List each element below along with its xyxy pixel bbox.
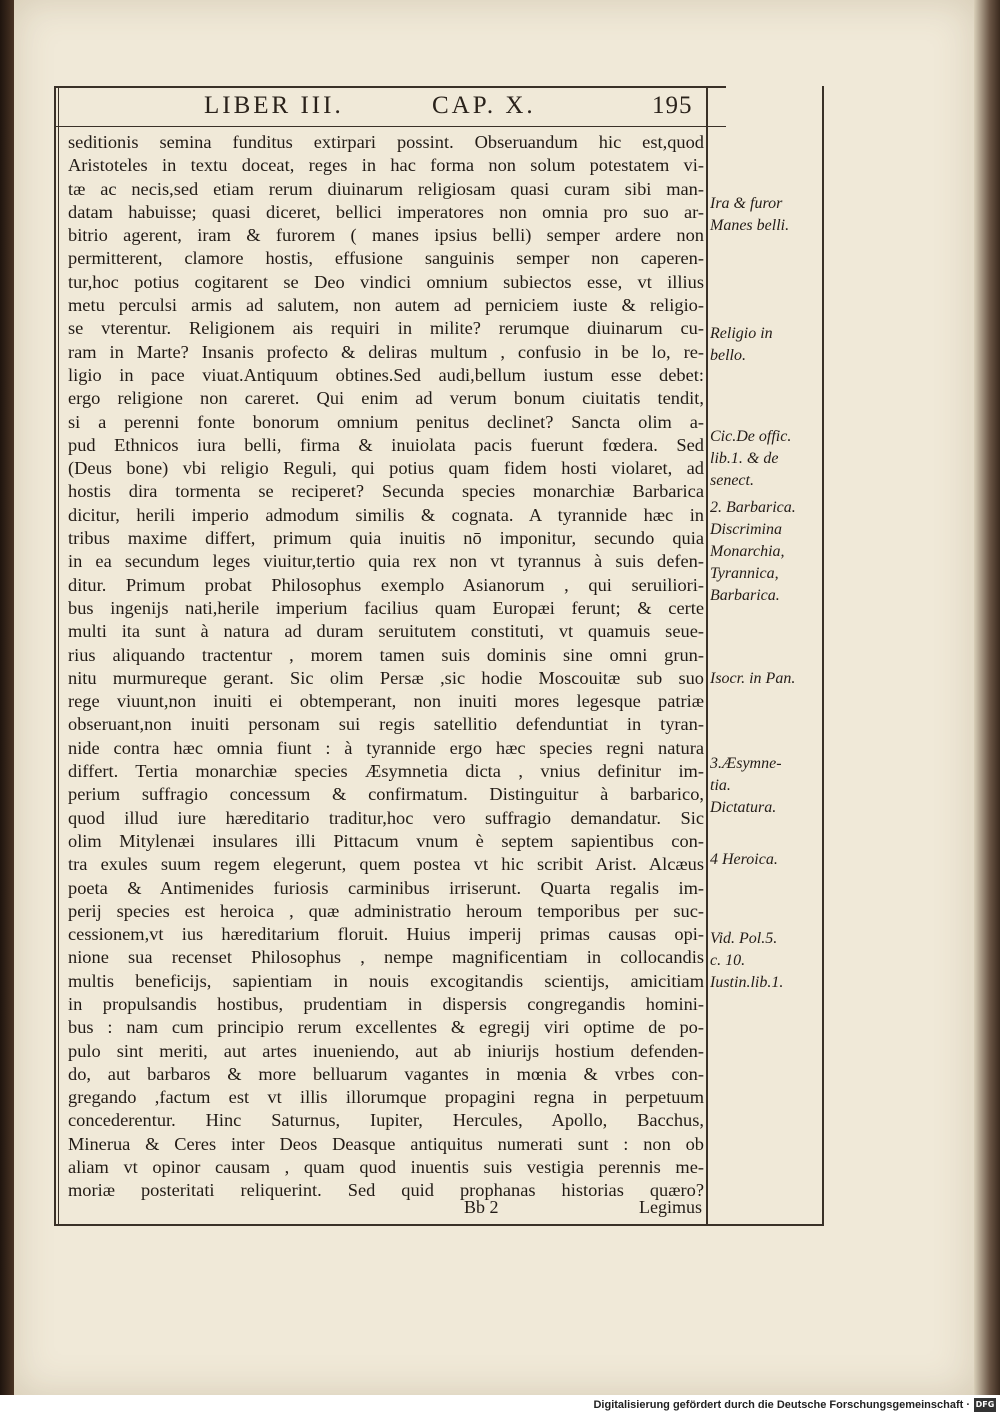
margin-note-line: 3.Æsymne- [710, 755, 782, 772]
margin-note-line: Dictatura. [710, 799, 777, 816]
text-line: perium suffragio concessum & confirmatum. Distinguitur à barbarico, [68, 784, 704, 805]
text-line: in ea secundum leges viuitur,tertio quia rex non vt tyrannus à suis defen- [68, 551, 704, 572]
margin-note-line: Isocr. in Pan. [710, 670, 796, 687]
text-line: (Deus bone) vbi religio Reguli, qui potius quam fidem hosti violaret, ad [68, 458, 704, 479]
text-line: multis beneficijs, sapientiam in nouis excogitandis scientijs, amicitiam [68, 970, 704, 991]
margin-note-line: Discrimina [710, 521, 782, 538]
text-line: permitterent, clamore hostis, effusione sanguinis semper non caperen- [68, 248, 704, 269]
frame-rule-right [822, 86, 824, 1226]
text-line: bus : nam cum principio rerum excellentes & egregij viri optime de po- [68, 1017, 704, 1038]
text-line: si a perenni fonte bonorum omnium penitus declinet? Sancta olim a- [68, 411, 704, 432]
text-line: rius aliquando tractentur , morem tamen suis dominis sine omni grun- [68, 644, 704, 665]
text-line: datam habuisse; quasi diceret, bellici imperatores non omnia pro suo ar- [68, 201, 704, 222]
text-line: ram in Marte? Insanis profecto & deliras multum , confusio in be lo, re- [68, 341, 704, 362]
text-line: ditur. Primum probat Philosophus exemplo Asianorum , qui seruiliori- [68, 574, 704, 595]
margin-note-line: c. 10. [710, 952, 746, 969]
text-line: seditionis semina funditus extirpari possint. Obseruandum hic est,quod [68, 132, 704, 152]
page-number: 195 [652, 92, 693, 119]
text-line: nitu murmureque gerant. Sic olim Persæ ,sic hodie Moscouitæ sub suo [68, 667, 704, 688]
text-line: olim Mitylenæi insulares illi Pittacum vnum è septem sapientibus con- [68, 830, 704, 851]
header-rule-bottom [54, 126, 726, 127]
text-line: tribus maxime differt, primum quia inuitis nō imponitur, secundo quia [68, 528, 704, 549]
text-line: nione sua recenset Philosophus , nempe magnificentiam in collocandis [68, 947, 704, 968]
main-text-block [68, 131, 704, 1203]
margin-note [710, 323, 826, 367]
text-line: hostis dira tormenta se reciperet? Secunda species monarchiæ Barbarica [68, 481, 704, 502]
text-line: tur,hoc potius cogitarent se Deo vindici omnium subiectos esse, vt illius [68, 271, 704, 292]
frame-rule-bottom [54, 1224, 824, 1226]
frame-rule-left [54, 86, 56, 1226]
text-line: quod illud iure hæreditario traditur,hoc vero suffragio demandatur. Sic [68, 807, 704, 828]
text-line: concederentur. Hinc Saturnus, Iupiter, Hercules, Apollo, Bacchus, [68, 1110, 704, 1131]
text-line: in propulsandis hostibus, prudentiam in dispersis congregandis homini- [68, 993, 704, 1014]
text-line: nide contra hæc omnia fiunt : à tyrannide ergo hæc species regni natura [68, 737, 704, 758]
signature-mark: Bb 2 [464, 1197, 499, 1217]
margin-note-line: Iustin.lib.1. [710, 974, 784, 991]
dfg-logo: DFG [974, 1398, 996, 1412]
text-line: Aristoteles in textu doceat, reges in hac forma non solum potestatem vi- [68, 155, 704, 176]
margin-note-line: bello. [710, 347, 746, 364]
margin-note-line: Cic.De offic. [710, 428, 792, 445]
margin-note-line: Tyrannica, [710, 565, 779, 582]
margin-note-line: lib.1. & de [710, 450, 779, 467]
text-line: moriæ posteritati reliquerint. Sed quid prophanas historias quæro? [68, 1180, 704, 1201]
text-line: tæ ac necis,sed etiam rerum diuinarum religiosam quasi curam sibi man- [68, 178, 704, 199]
text-line: pud Ethnicos iura belli, firma & inuiolata pacis fuerunt fœdera. Sed [68, 434, 704, 455]
text-line: ligio in pace viuat.Antiquum obtines.Sed audi,bellum iustum esse debet: [68, 364, 704, 385]
running-head-book: LIBER III. [204, 92, 344, 119]
book-binding [0, 0, 14, 1395]
margin-note-line: Monarchia, [710, 543, 785, 560]
margin-note [710, 193, 826, 237]
text-line: differt. Tertia monarchiæ species Æsymnetia dicta , vnius definitur im- [68, 761, 704, 782]
margin-note [710, 753, 826, 819]
running-head-chapter: CAP. X. [432, 92, 536, 119]
margin-note-line: tia. [710, 777, 731, 794]
margin-note-line: senect. [710, 472, 754, 489]
page-edge [974, 0, 1000, 1395]
margin-note [710, 849, 826, 871]
margin-note [710, 928, 826, 994]
text-line: do, aut barbaros & more belluarum vagantes in mœnia & vrbes con- [68, 1063, 704, 1084]
page-foot [68, 1197, 704, 1221]
margin-note-line: 4 Heroica. [710, 851, 778, 868]
frame-rule-left-inner [58, 86, 59, 1226]
text-line: multi ita sunt à natura ad duram seruitutem constituti, vt quamuis seue- [68, 621, 704, 642]
text-line: perij species est heroica , quæ administratio heroum temporibus per suc- [68, 900, 704, 921]
margin-note-line: 2. Barbarica. [710, 499, 796, 516]
margin-note-line: Vid. Pol.5. [710, 930, 778, 947]
margin-note [710, 668, 826, 690]
margin-note-line: Religio in [710, 325, 773, 342]
text-line: ergo religione non careret. Qui enim ad verum bonum ciuitatis tendit, [68, 388, 704, 409]
text-line: se vterentur. Religionem ais requiri in milite? rerumque diuinarum cu- [68, 318, 704, 339]
text-line: poeta & Antimenides furiosis carminibus irriserunt. Quarta regalis im- [68, 877, 704, 898]
text-line: dicitur, herili imperio admodum similis & cognata. A tyrannide hæc in [68, 504, 704, 525]
text-line: tra exules suum regem elegerunt, quem postea vt hic scribit Arist. Alcæus [68, 854, 704, 875]
text-line: gregando ,factum est vt illis illorumque propagini regna in perpetuum [68, 1087, 704, 1108]
text-line: Minerua & Ceres inter Deos Deasque antiquitus numerati sunt : non ob [68, 1133, 704, 1154]
margin-note [710, 426, 826, 492]
text-line: aliam vt opinor causam , quam quod inuentis suis vestigia perennis me- [68, 1157, 704, 1178]
frame-rule-middle [706, 86, 708, 1226]
funding-credit: Digitalisierung gefördert durch die Deutsche Forschungsgemeinschaft · [593, 1399, 970, 1411]
text-line: cessionem,vt ius hæreditarium floruit. Huius imperij primas causas opi- [68, 924, 704, 945]
margin-note [710, 497, 826, 607]
header-rule-top [54, 86, 726, 88]
text-line: obseruant,non inuiti personam sui regis satellitio defenduntiat in tyran- [68, 714, 704, 735]
text-line: bus ingenijs nati,herile imperium facilius quam Europæi ferunt; & certe [68, 597, 704, 618]
margin-note-line: Ira & furor [710, 195, 783, 212]
margin-note-line: Barbarica. [710, 587, 780, 604]
text-line: rege viuunt,non inuiti ei obtemperant, non inuiti mores legesque patriæ [68, 691, 704, 712]
catchword: Legimus [639, 1197, 702, 1217]
text-line: pulo sint meriti, aut artes inueniendo, aut ab iniurijs hostium defenden- [68, 1040, 704, 1061]
text-line: metu perculsi armis ad salutem, non autem ad perniciem iuste & religio- [68, 295, 704, 316]
running-head [60, 90, 700, 124]
digitization-footer [0, 1395, 1000, 1419]
text-line: bitrio agerent, iram & furorem ( manes ipsius belli) semper ardere non [68, 225, 704, 246]
margin-note-line: Manes belli. [710, 217, 790, 234]
